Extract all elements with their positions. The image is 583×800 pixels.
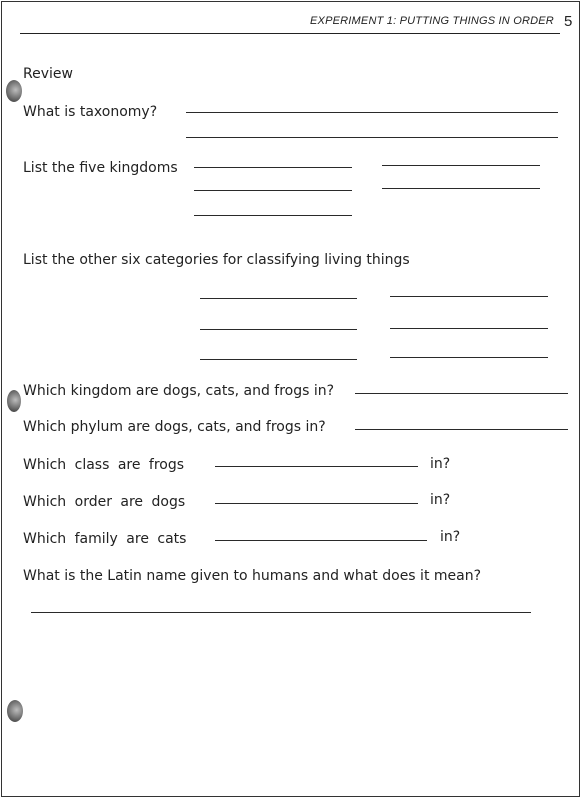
binder-hole-bottom bbox=[7, 700, 23, 722]
running-head: EXPERIMENT 1: PUTTING THINGS IN ORDER bbox=[310, 15, 554, 27]
answer-line-kingdom-3[interactable] bbox=[194, 190, 352, 191]
answer-line-category-2[interactable] bbox=[390, 296, 548, 297]
answer-line-category-1[interactable] bbox=[200, 298, 357, 299]
page-border bbox=[1, 1, 580, 797]
question-kingdom: Which kingdom are dogs, cats, and frogs in? bbox=[23, 383, 335, 399]
binder-hole-top bbox=[6, 80, 22, 102]
question-taxonomy: What is taxonomy? bbox=[23, 104, 158, 120]
question-family: Which family are cats bbox=[23, 531, 187, 547]
answer-line-family[interactable] bbox=[215, 540, 427, 541]
question-phylum: Which phylum are dogs, cats, and frogs in? bbox=[23, 419, 326, 435]
header-rule bbox=[20, 33, 560, 34]
binder-hole-middle bbox=[7, 390, 21, 412]
question-class: Which class are frogs bbox=[23, 457, 185, 473]
answer-line-category-5[interactable] bbox=[200, 359, 357, 360]
answer-line-taxonomy-2[interactable] bbox=[186, 137, 558, 138]
answer-line-kingdom-4[interactable] bbox=[382, 188, 540, 189]
answer-line-phylum[interactable] bbox=[355, 429, 568, 430]
answer-line-kingdom-1[interactable] bbox=[194, 167, 352, 168]
answer-line-kingdom-5[interactable] bbox=[194, 215, 352, 216]
question-six-categories: List the other six categories for classifying living things bbox=[23, 252, 410, 268]
question-class-suffix: in? bbox=[430, 456, 451, 472]
answer-line-kingdom-question[interactable] bbox=[355, 393, 568, 394]
question-latin-name: What is the Latin name given to humans and what does it mean? bbox=[23, 568, 482, 584]
answer-line-order[interactable] bbox=[215, 503, 418, 504]
answer-line-category-3[interactable] bbox=[200, 329, 357, 330]
answer-line-taxonomy-1[interactable] bbox=[186, 112, 558, 113]
question-order: Which order are dogs bbox=[23, 494, 186, 510]
answer-line-category-4[interactable] bbox=[390, 328, 548, 329]
question-family-suffix: in? bbox=[440, 529, 461, 545]
answer-line-class[interactable] bbox=[215, 466, 418, 467]
question-five-kingdoms: List the five kingdoms bbox=[23, 160, 178, 176]
section-title: Review bbox=[23, 66, 73, 82]
answer-line-category-6[interactable] bbox=[390, 357, 548, 358]
question-order-suffix: in? bbox=[430, 492, 451, 508]
page-number: 5 bbox=[564, 13, 573, 30]
answer-line-kingdom-2[interactable] bbox=[382, 165, 540, 166]
answer-line-latin-name[interactable] bbox=[31, 612, 531, 613]
